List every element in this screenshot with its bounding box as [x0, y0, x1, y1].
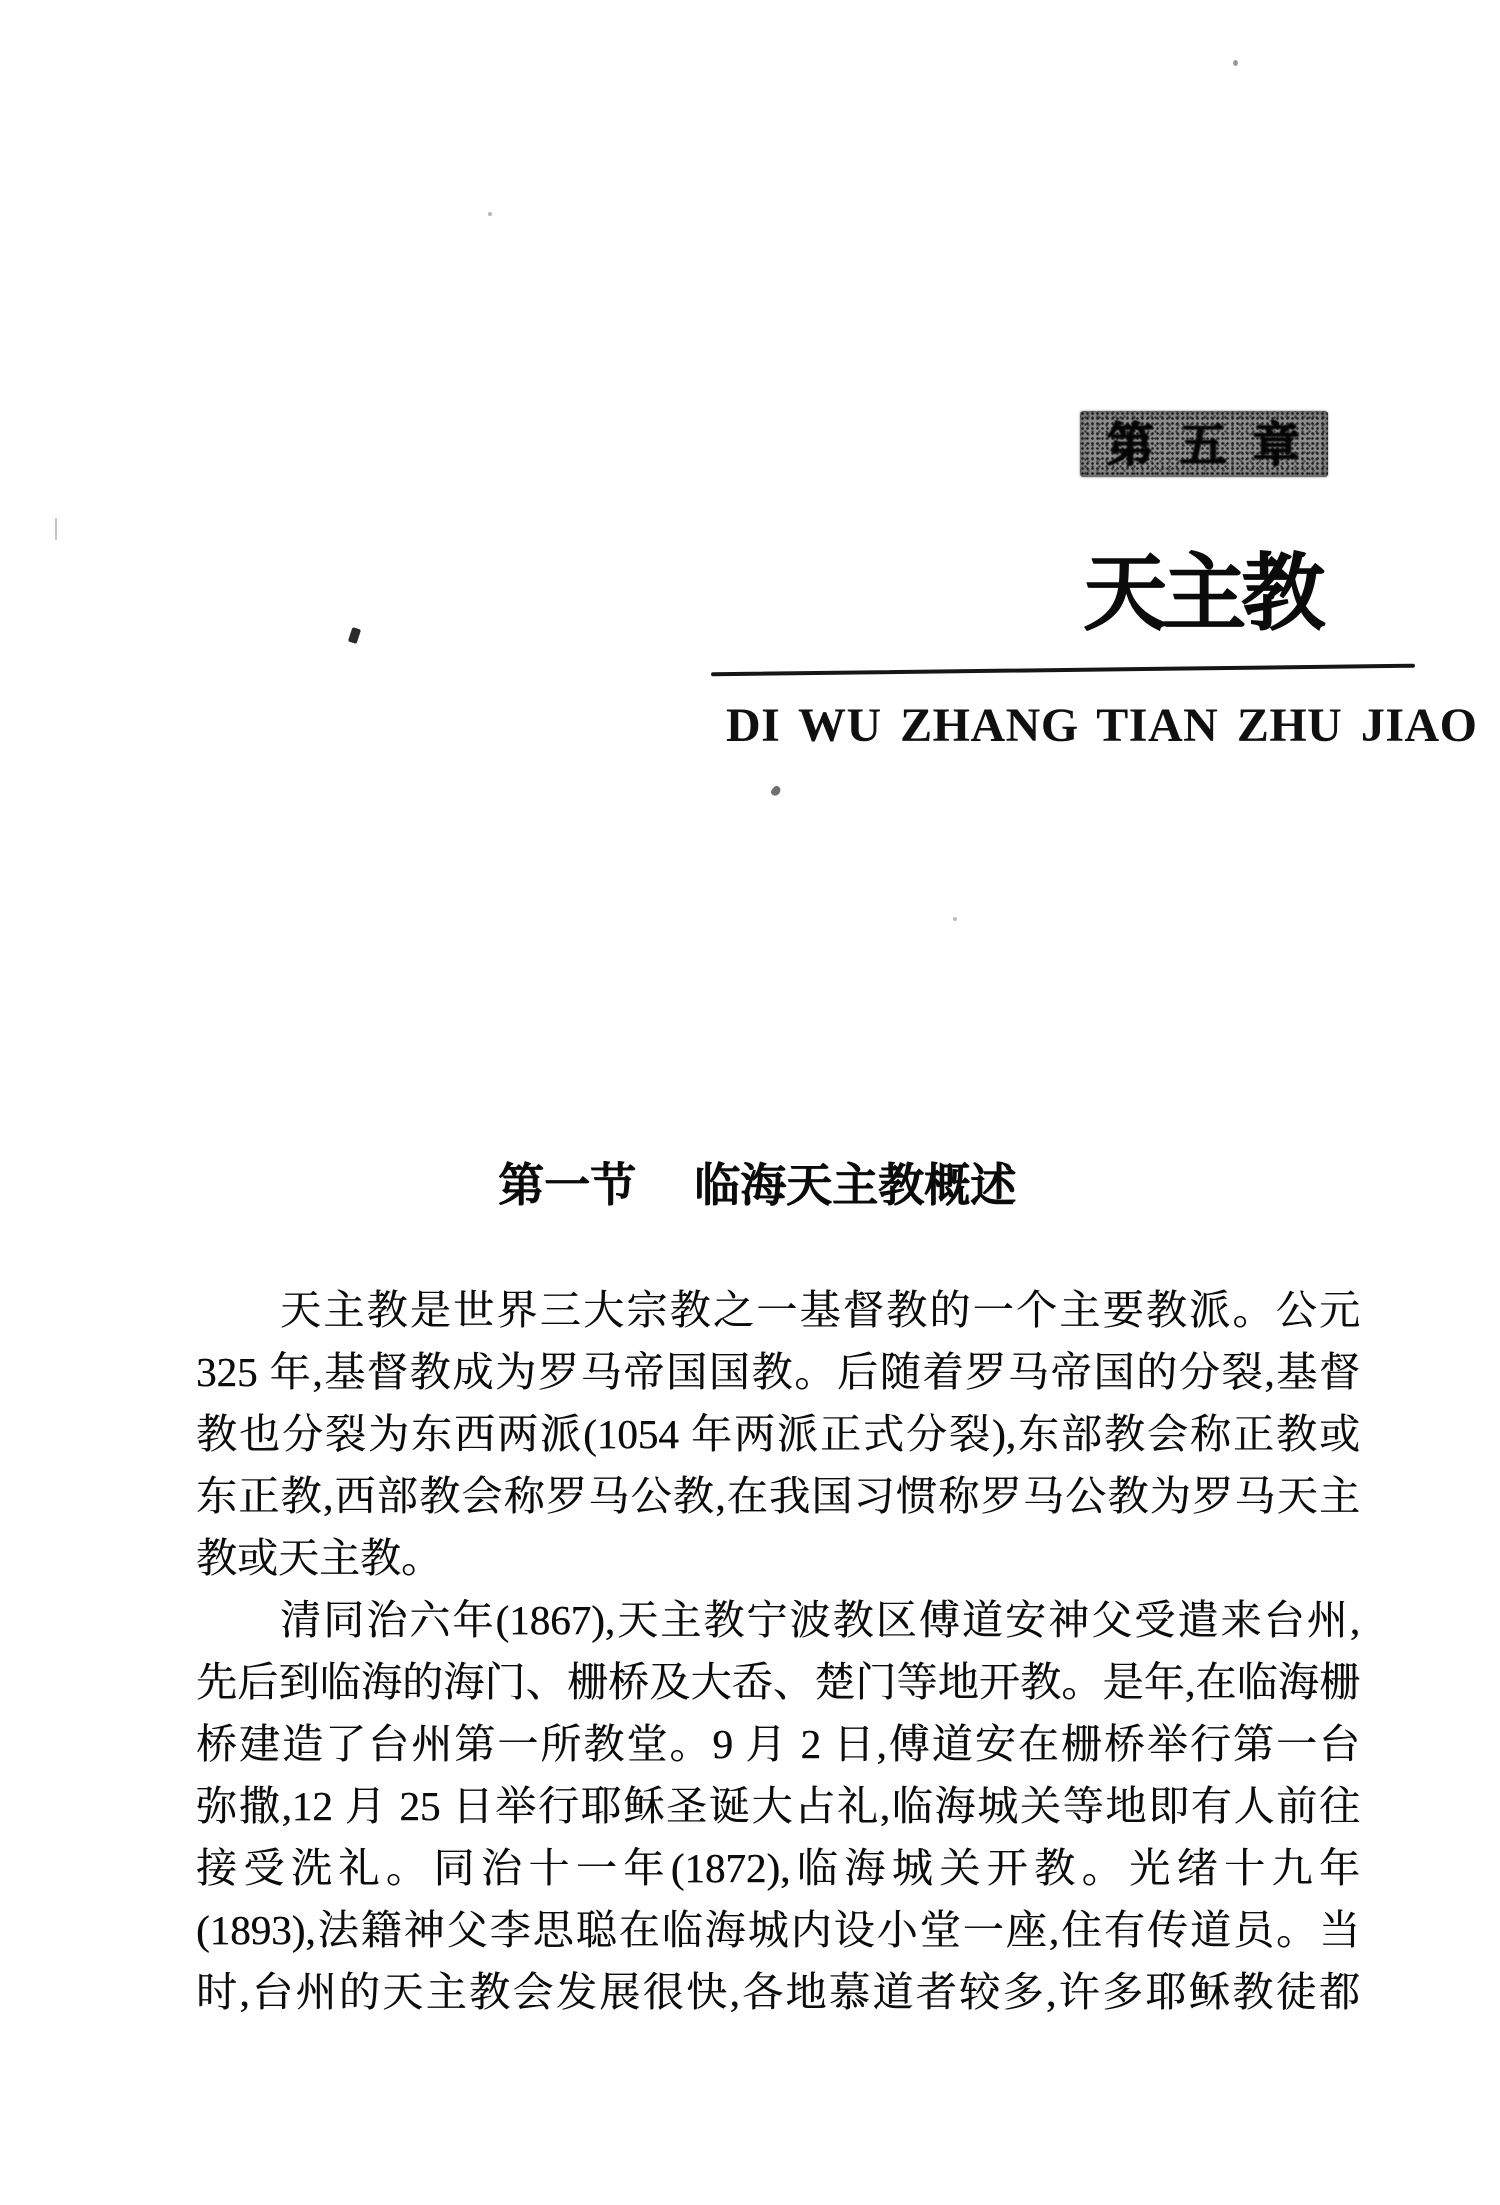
body-line: 先后到临海的海门、栅桥及大岙、楚门等地开教。是年,在临海栅	[196, 1659, 1360, 1705]
body-line: 东正教,西部教会称罗马公教,在我国习惯称罗马公教为罗马天主	[196, 1473, 1360, 1519]
section-number: 第一节	[498, 1159, 636, 1211]
title-underline	[711, 664, 1415, 677]
section-heading	[498, 1160, 1016, 1211]
body-line: (1893),法籍神父李思聪在临海城内设小堂一座,住有传道员。当	[196, 1907, 1360, 1953]
chapter-title: 天主教	[1083, 548, 1321, 641]
body-line: 教也分裂为东西两派(1054 年两派正式分裂),东部教会称正教或	[196, 1411, 1360, 1457]
scan-speck	[488, 212, 492, 216]
body-line: 时,台州的天主教会发展很快,各地慕道者较多,许多耶稣教徒都	[196, 1969, 1360, 2015]
chapter-subtitle-pinyin: DI WU ZHANG TIAN ZHU JIAO	[726, 699, 1478, 752]
body-line: 桥建造了台州第一所教堂。9 月 2 日,傅道安在栅桥举行第一台	[196, 1721, 1360, 1767]
body-line: 325 年,基督教成为罗马帝国国教。后随着罗马帝国的分裂,基督	[196, 1349, 1360, 1395]
chapter-banner-label: 第五章	[1106, 417, 1326, 471]
scan-speck	[348, 627, 361, 644]
scan-speck	[55, 518, 57, 540]
body-line: 接受洗礼。同治十一年(1872),临海城关开教。光绪十九年	[196, 1845, 1360, 1891]
section-title: 临海天主教概述	[694, 1159, 1016, 1211]
chapter-banner	[1080, 411, 1328, 477]
scan-speck	[1233, 60, 1238, 66]
scan-speck	[953, 917, 957, 921]
scan-speck	[770, 785, 783, 798]
body-line: 弥撒,12 月 25 日举行耶稣圣诞大占礼,临海城关等地即有人前往	[196, 1783, 1360, 1829]
body-line: 天主教是世界三大宗教之一基督教的一个主要教派。公元	[280, 1287, 1360, 1333]
body-line: 清同治六年(1867),天主教宁波教区傅道安神父受遣来台州,	[280, 1597, 1360, 1643]
body-text	[196, 1279, 1360, 2023]
body-line: 教或天主教。	[196, 1535, 442, 1581]
